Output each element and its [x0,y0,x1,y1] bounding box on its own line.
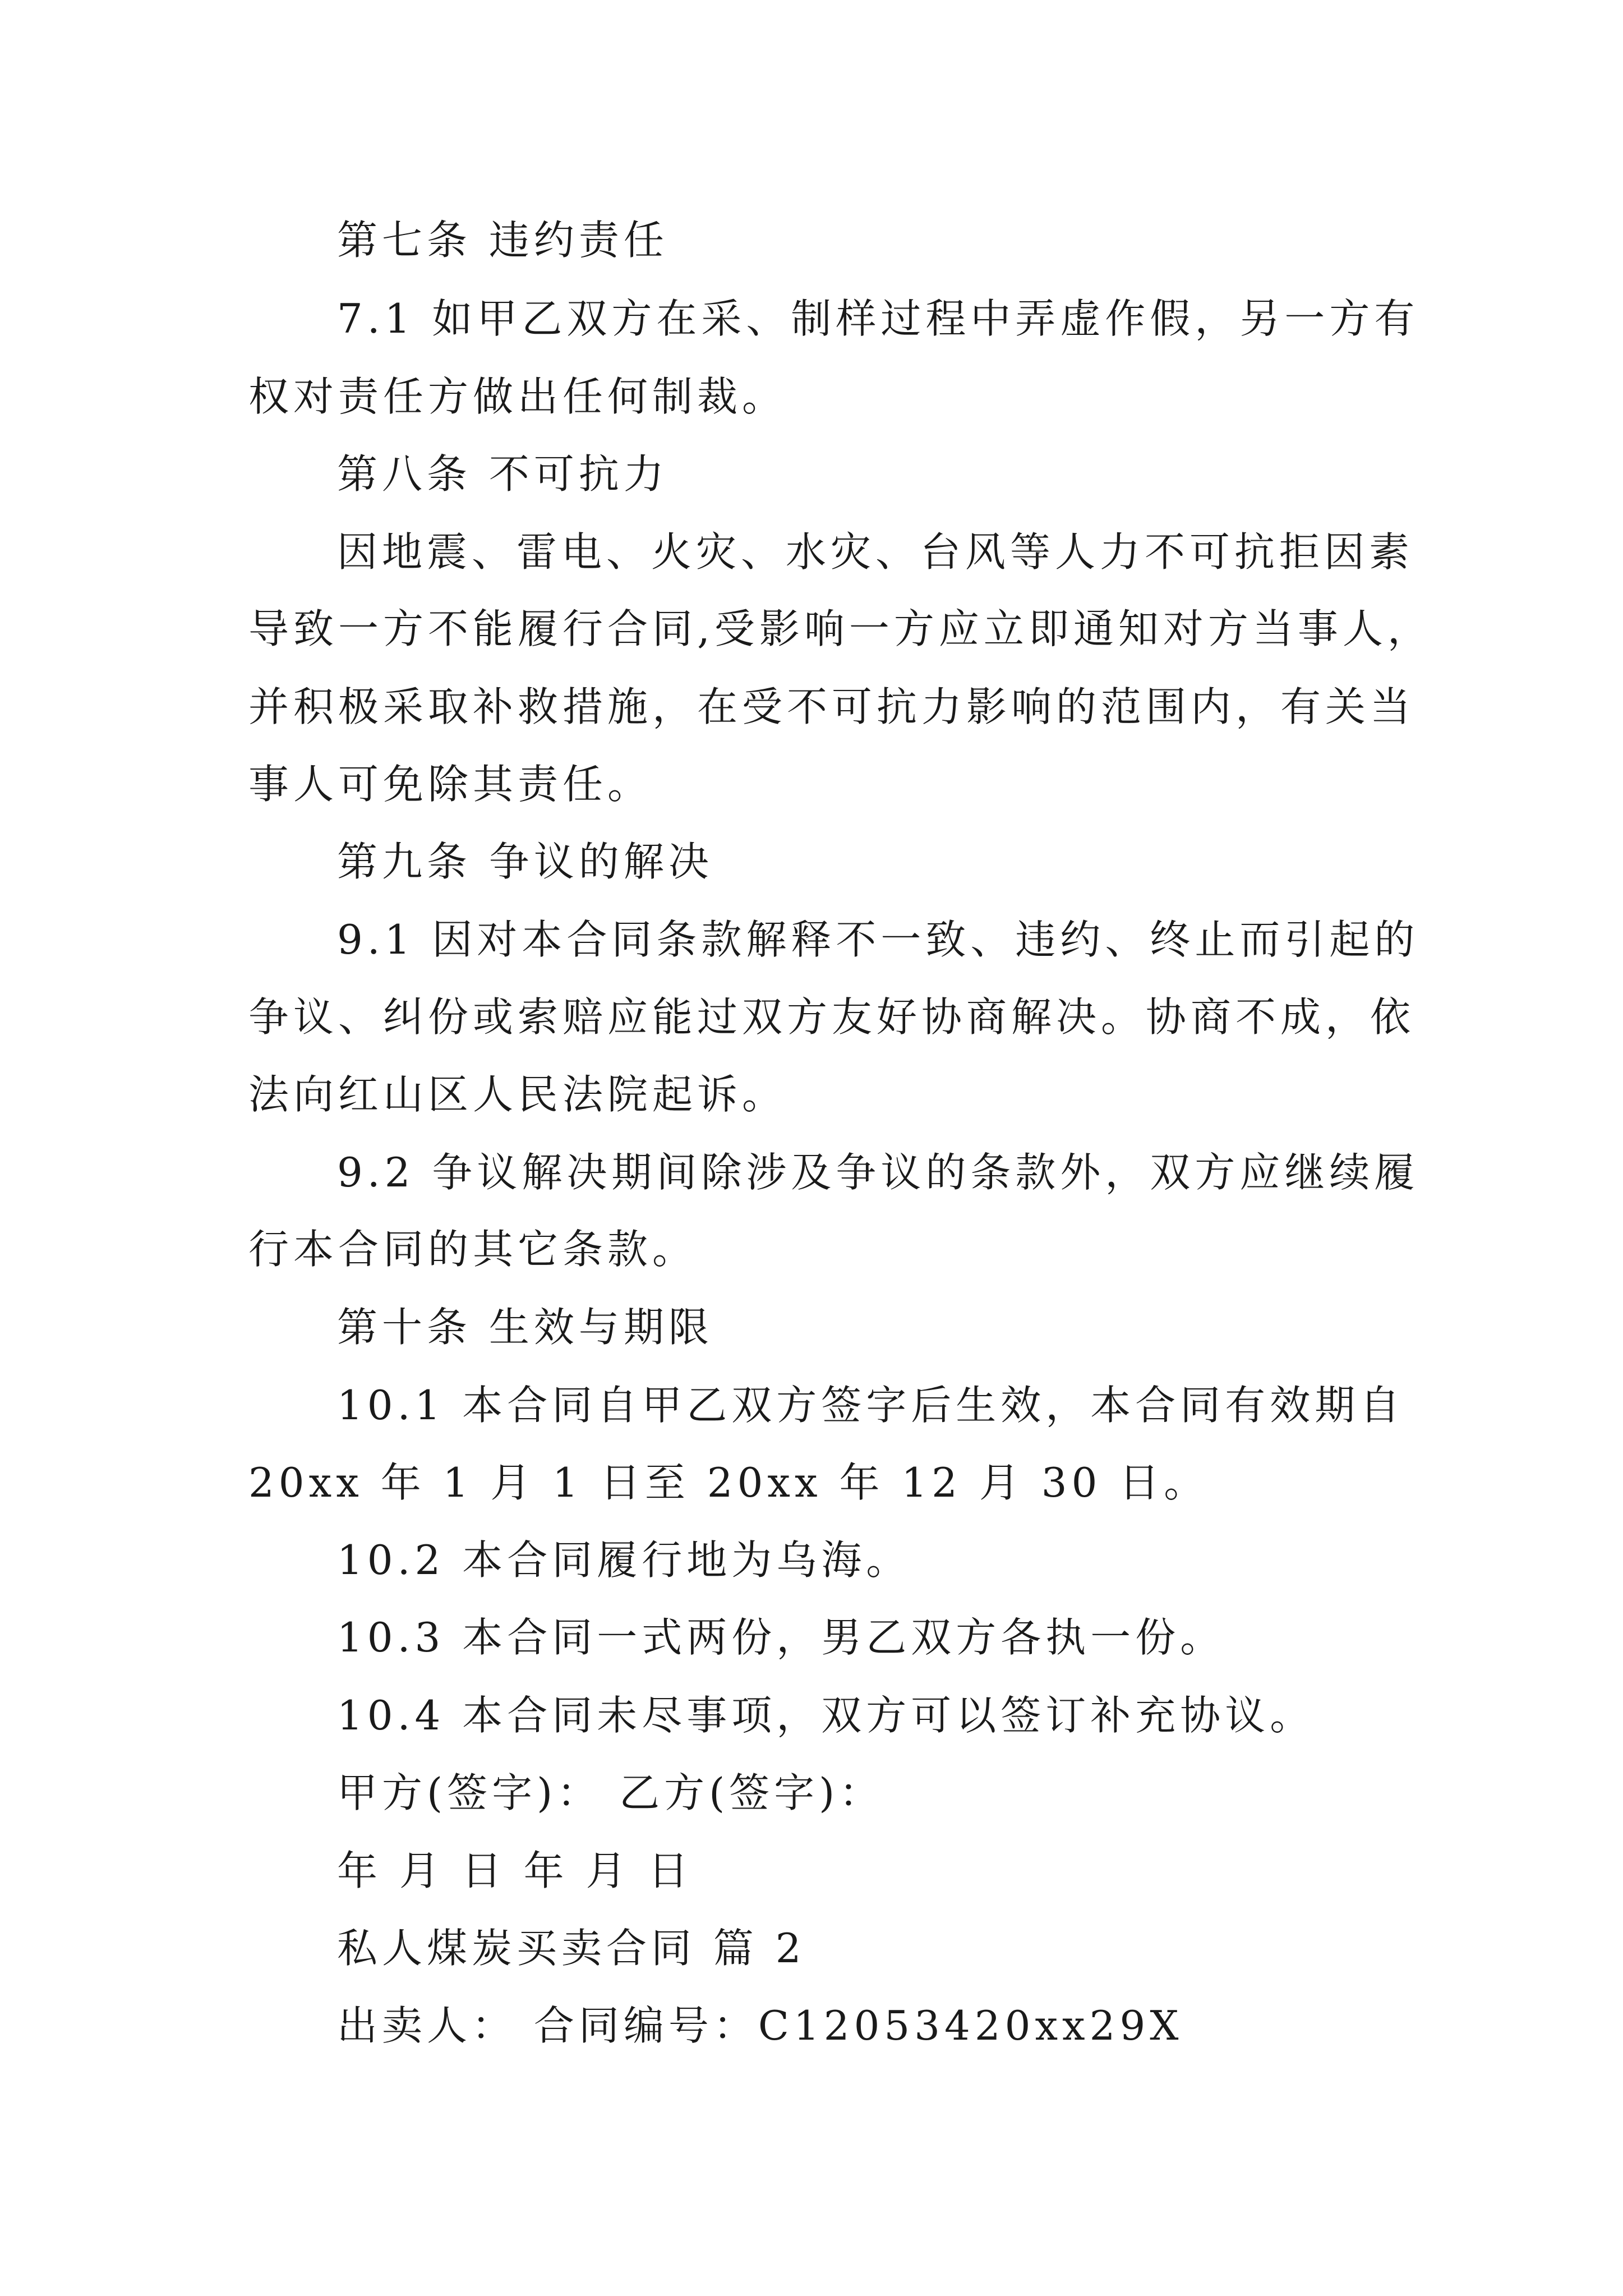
article-8-line-2: 导致一方不能履行合同,受影响一方应立即通知对方当事人， [248,605,1432,652]
clause-10-3: 10.3 本合同一式两份，男乙双方各执一份。 [337,1614,1225,1661]
clause-10-1-line-2: 20xx 年 1 月 1 日至 20xx 年 12 月 30 日。 [248,1459,1209,1506]
clause-9-2-line-2: 行本合同的其它条款。 [248,1226,698,1273]
clause-9-1-line-2: 争议、纠份或索赔应能过双方友好协商解决。协商不成，依 [248,993,1415,1041]
article-8-line-4: 事人可免除其责任。 [248,761,653,808]
clause-9-2-line-1: 9.2 争议解决期间除涉及争议的条款外，双方应继续履 [337,1149,1419,1196]
clause-7-1-line-2: 权对责任方做出任何制裁。 [248,373,787,420]
article-7-heading: 第七条 违约责任 [337,217,668,264]
clause-9-1-line-3: 法向红山区人民法院起诉。 [248,1071,787,1118]
contract-2-title: 私人煤炭买卖合同 篇 2 [337,1925,806,1972]
clause-10-1-line-1: 10.1 本合同自甲乙双方签字后生效，本合同有效期自 [337,1382,1405,1429]
article-8-line-3: 并积极采取补救措施，在受不可抗力影响的范围内，有关当 [248,683,1415,730]
date-line: 年 月 日 年 月 日 [337,1847,693,1894]
article-8-heading: 第八条 不可抗力 [337,450,668,498]
clause-9-1-line-1: 9.1 因对本合同条款解释不一致、违约、终止而引起的 [337,916,1419,963]
clause-10-2: 10.2 本合同履行地为乌海。 [337,1536,911,1584]
article-10-heading: 第十条 生效与期限 [337,1304,713,1351]
signature-line: 甲方(签字)： 乙方(签字)： [337,1769,884,1816]
seller-contract-number-line: 出卖人： 合同编号：C12053420xx29X [337,2002,1183,2049]
clause-10-4: 10.4 本合同未尽事项，双方可以签订补充协议。 [337,1692,1315,1739]
article-8-line-1: 因地震、雷电、火灾、水灾、台风等人力不可抗拒因素 [337,528,1414,576]
article-9-heading: 第九条 争议的解决 [337,838,713,885]
clause-7-1-line-1: 7.1 如甲乙双方在采、制样过程中弄虚作假，另一方有 [337,295,1419,342]
